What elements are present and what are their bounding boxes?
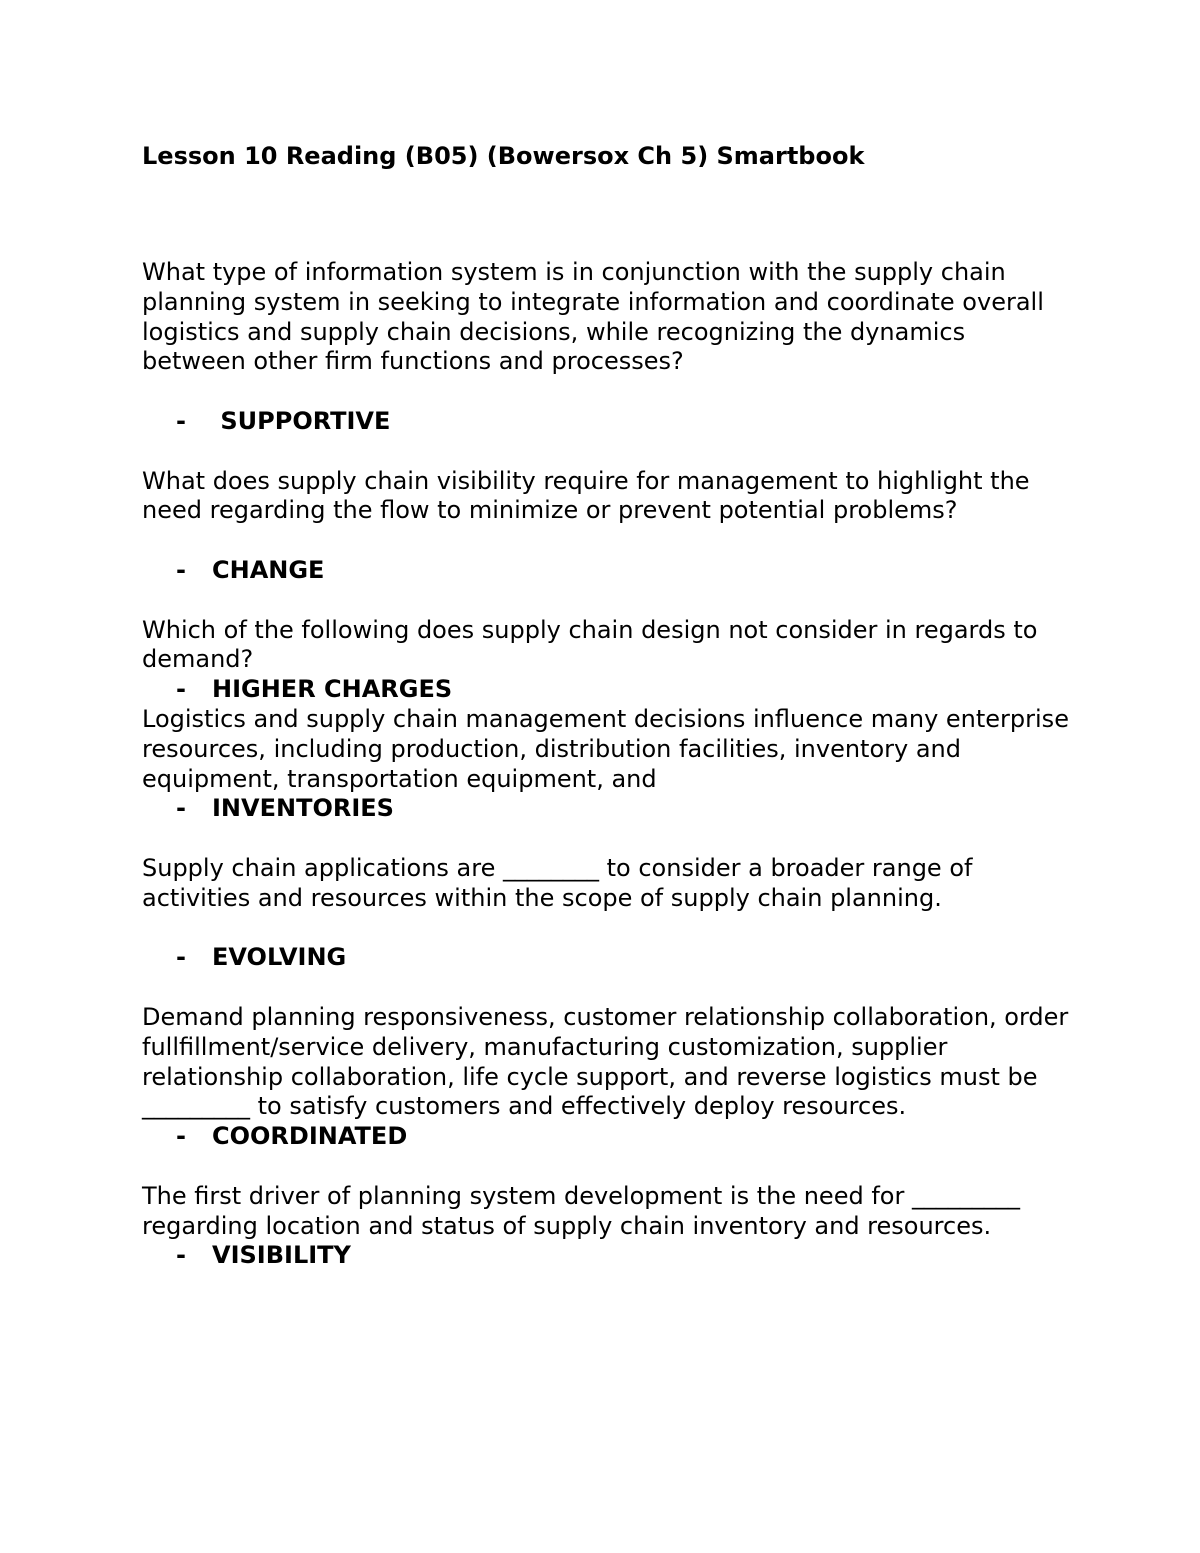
answer-2 bbox=[142, 556, 1072, 586]
question-4: Logistics and supply chain management decisions influence many enterprise resources, including production, distribution facilities, inventory and equipment, transportation equipment, and bbox=[142, 704, 1069, 793]
answer-5 bbox=[142, 943, 1072, 973]
spacer bbox=[142, 973, 1072, 1003]
answer-text: HIGHER CHARGES bbox=[212, 675, 453, 704]
answer-dash: - bbox=[176, 1122, 186, 1151]
spacer bbox=[142, 377, 1072, 407]
answer-dash: - bbox=[176, 675, 186, 704]
question-6: Demand planning responsiveness, customer relationship collaboration, order fullfillment/service delivery, manufacturing customization, supplier relationship collaboration, life cycle support, and reverse logistics must be _________ to satisfy customers and effectively deploy resources. bbox=[142, 1002, 1069, 1121]
answer-text: EVOLVING bbox=[212, 943, 347, 972]
question-1: What type of information system is in conjunction with the supply chain planning system in seeking to integrate information and coordinate overall logistics and supply chain decisions, while recognizing the dynamics between other firm functions and processes? bbox=[142, 258, 1044, 376]
answer-text: CHANGE bbox=[212, 555, 325, 584]
question-2: What does supply chain visibility require for management to highlight the need regarding the flow to minimize or prevent potential problems? bbox=[142, 466, 1030, 525]
answer-dash: - bbox=[176, 406, 186, 435]
answer-4 bbox=[142, 794, 1072, 824]
document-title: Lesson 10 Reading (B05) (Bowersox Ch 5) Smartbook bbox=[142, 142, 865, 170]
answer-1 bbox=[142, 407, 1072, 437]
answer-dash: - bbox=[176, 1241, 186, 1270]
question-5: Supply chain applications are ________ to consider a broader range of activities and resources within the scope of supply chain planning. bbox=[142, 853, 973, 912]
answer-text: VISIBILITY bbox=[212, 1241, 351, 1270]
spacer bbox=[142, 914, 1072, 944]
answer-dash: - bbox=[176, 794, 186, 823]
answer-dash: - bbox=[176, 943, 186, 972]
spacer bbox=[142, 526, 1072, 556]
answer-text: COORDINATED bbox=[212, 1122, 408, 1151]
answer-7 bbox=[142, 1241, 1072, 1271]
answer-text: SUPPORTIVE bbox=[220, 406, 391, 435]
document-page bbox=[142, 138, 1072, 1271]
answer-3 bbox=[142, 675, 1072, 705]
question-7: The first driver of planning system development is the need for _________ regarding location and status of supply chain inventory and resources. bbox=[142, 1181, 1020, 1240]
question-3: Which of the following does supply chain design not consider in regards to demand? bbox=[142, 615, 1038, 674]
spacer bbox=[142, 437, 1072, 467]
spacer bbox=[142, 586, 1072, 616]
answer-dash: - bbox=[176, 555, 186, 584]
answer-text: INVENTORIES bbox=[212, 794, 394, 823]
spacer bbox=[142, 1152, 1072, 1182]
spacer bbox=[142, 824, 1072, 854]
answer-6 bbox=[142, 1122, 1072, 1152]
